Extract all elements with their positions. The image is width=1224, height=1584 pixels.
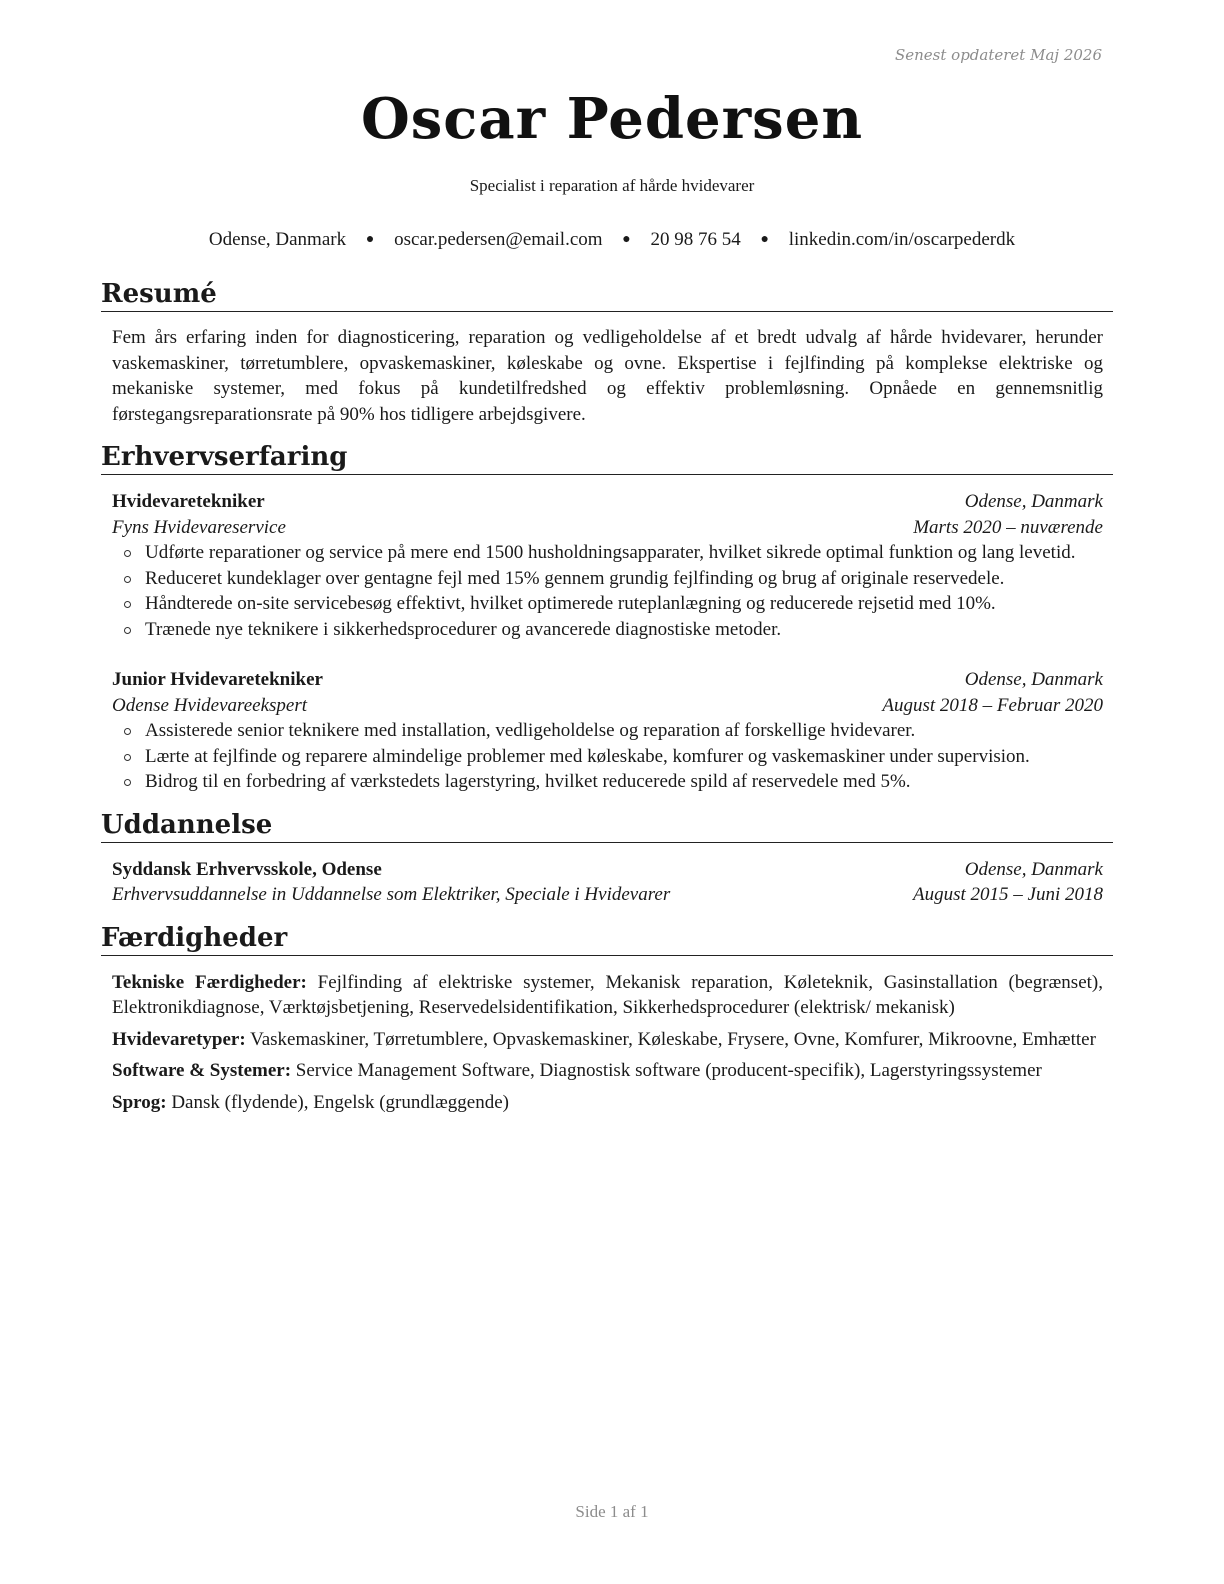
job-dates: Marts 2020 – nuværende xyxy=(913,516,1103,538)
education-dates: August 2015 – Juni 2018 xyxy=(913,884,1103,905)
tagline: Specialist i reparation af hårde hvidevarer xyxy=(469,176,755,195)
skill-value: Fejlfinding af elektriske systemer, Mekanisk reparation, Køleteknik, Gasinstallation (begrænset), Elektronikdiagnose, Værktøjsbetjening, Reservedelsidentifikation, Sikkerhedsprocedurer (elektrisk/ mekanisk) xyxy=(112,971,1103,1018)
last-updated: Senest opdateret Maj 2026 xyxy=(894,46,1102,64)
list-item: Udførte reparationer og service på mere end 1500 husholdningsapparater, hvilket sikrede optimal funktion og lang levetid. xyxy=(112,540,1103,566)
education-entry xyxy=(112,857,1103,908)
page-number: Side 1 af 1 xyxy=(575,1502,649,1521)
school-name: Syddansk Erhvervsskole, Odense xyxy=(112,858,382,880)
summary-text: Fem års erfaring inden for diagnosticering, reparation og vedligeholdelse af et bredt udvalg af hårde hvidevarer, herunder vaskemaskiner, tørretumblere, opvaskemaskiner, køleskabe og ovne. Ekspertise i fejlfinding på komplekse elektriske og mekaniske systemer, med fokus på kundetilfredshed og effektiv problemløsning. Opnåede en gennemsnitlig førstegangsreparationsrate på 90% hos tidligere arbejdsgivere. xyxy=(112,327,1103,425)
skill-label: Software & Systemer: xyxy=(112,1060,292,1081)
skill-row xyxy=(112,1090,1103,1116)
skill-value: Vaskemaskiner, Tørretumblere, Opvaskemaskiner, Køleskabe, Frysere, Ovne, Komfurer, Mikroovne, Emhætter xyxy=(250,1028,1096,1050)
list-item: Reduceret kundeklager over gentagne fejl med 15% gennem grundig fejlfinding og brug af originale reservedele. xyxy=(112,566,1103,592)
job-company: Fyns Hvidevareservice xyxy=(112,516,286,538)
section-title-education: Uddannelse xyxy=(101,809,1113,843)
job-entry xyxy=(112,667,1103,795)
skill-row xyxy=(112,970,1103,1021)
section-title-experience: Erhvervserfaring xyxy=(101,441,1113,475)
contact-phone: 20 98 76 54 xyxy=(650,229,741,250)
list-item: Assisterede senior teknikere med installation, vedligeholdelse og reparation af forskellige hvidevarer. xyxy=(112,718,1103,744)
skill-label: Hvidevaretyper: xyxy=(112,1028,246,1050)
list-item: Bidrog til en forbedring af værkstedets lagerstyring, hvilket reducerede spild af reservedele med 5%. xyxy=(112,769,1103,795)
skill-label: Tekniske Færdigheder: xyxy=(112,971,307,993)
job-entry xyxy=(112,489,1103,642)
job-role: Hvidevaretekniker xyxy=(112,491,265,512)
school-location: Odense, Danmark xyxy=(964,858,1103,880)
bullet-separator: ● xyxy=(760,232,769,247)
skill-row xyxy=(112,1027,1103,1053)
skill-value: Dansk (flydende), Engelsk (grundlæggende) xyxy=(171,1091,509,1113)
contact-line xyxy=(0,229,1224,251)
job-bullets xyxy=(112,540,1103,642)
job-role: Junior Hvidevaretekniker xyxy=(112,669,323,690)
contact-location: Odense, Danmark xyxy=(208,229,347,250)
list-item: Håndterede on-site servicebesøg effektivt, hvilket optimerede ruteplanlægning og reducerede rejsetid med 10%. xyxy=(112,591,1103,617)
contact-email[interactable]: oscar.pedersen@email.com xyxy=(394,229,603,250)
resume-content xyxy=(101,278,1113,1115)
bullet-separator: ● xyxy=(622,232,631,247)
list-item: Trænede nye teknikere i sikkerhedsprocedurer og avancerede diagnostiske metoder. xyxy=(112,617,1103,643)
job-company: Odense Hvidevareekspert xyxy=(112,694,308,716)
job-location: Odense, Danmark xyxy=(964,491,1103,512)
job-bullets xyxy=(112,718,1103,795)
job-dates: August 2018 – Februar 2020 xyxy=(882,694,1103,716)
list-item: Lærte at fejlfinde og reparere almindelige problemer med køleskabe, komfurer og vaskemaskiner under supervision. xyxy=(112,744,1103,770)
contact-linkedin[interactable]: linkedin.com/in/oscarpederdk xyxy=(788,229,1016,250)
skills-list xyxy=(101,956,1113,1116)
bullet-separator: ● xyxy=(365,232,375,247)
skill-label: Sprog: xyxy=(112,1091,167,1113)
experience-list xyxy=(101,489,1113,795)
section-title-summary: Resumé xyxy=(101,278,1113,312)
skill-row xyxy=(112,1058,1103,1084)
candidate-name: Oscar Pedersen xyxy=(360,86,864,152)
degree: Erhvervsuddannelse in Uddannelse som Elektriker, Speciale i Hvidevarer xyxy=(112,884,671,905)
job-location: Odense, Danmark xyxy=(964,669,1103,690)
section-title-skills: Færdigheder xyxy=(101,922,1113,956)
skill-value: Service Management Software, Diagnostisk software (producent-specifik), Lagerstyringssystemer xyxy=(295,1060,1042,1081)
